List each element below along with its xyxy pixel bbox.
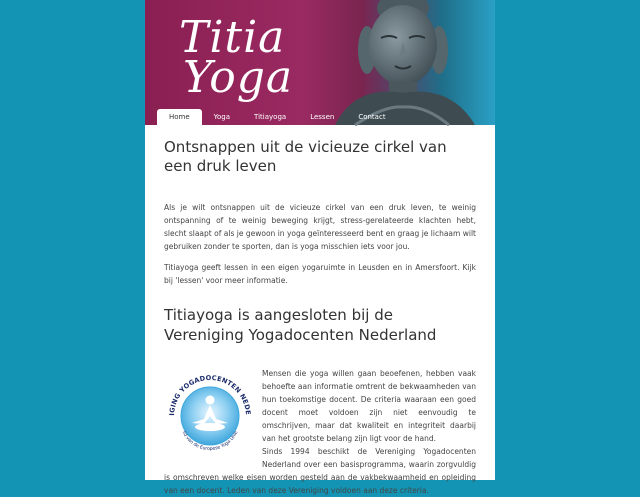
seal-bottom-text: lid van de Europese Yoga Unie [180,430,240,453]
nav-home[interactable]: Home [157,109,202,125]
heading-vereniging: Titiayoga is aangesloten bij de Vereniging Yogadocenten Nederland [164,306,437,344]
main-content [145,138,495,497]
heading-ontsnappen: Ontsnappen uit de vicieuze cirkel van een druk leven [164,138,447,175]
vyn-paragraph-1: Mensen die yoga willen gaan beoefenen, hebben vaak behoefte aan informatie omtrent de bekwaamheden van hun toekomstige docent. De criteria waaraan een goed docent moet voldoen zijn niet eenvoudig te omschrijven, maar dat kwaliteit en integriteit daarbij van het grootste belang zijn ligt voor de hand. [262,369,476,443]
buddha-statue-image [315,0,495,125]
page-container [145,0,495,495]
site-logo[interactable] [179,12,294,103]
seal-top-text: IGING YOGADOCENTEN NEDE [167,373,253,416]
main-nav [157,109,398,125]
vyn-logo-icon [164,370,256,462]
nav-yoga[interactable]: Yoga [213,113,231,121]
vyn-seal[interactable] [164,370,256,462]
logo-line1: Titia [179,12,286,63]
nav-lessen[interactable]: Lessen [310,113,335,121]
logo-line2: Yoga [183,52,294,103]
nav-contact[interactable]: Contact [358,113,386,121]
lessons-paragraph: Titiayoga geeft lessen in een eigen yogaruimte in Leusden en in Amersfoort. Kijk bij 'lessen' voor meer informatie. [164,263,476,285]
vyn-paragraph-2: Sinds 1994 beschikt de Vereniging Yogadocenten Nederland over een basisprogramma, waarin zorgvuldig is omschreven welke eisen worden gesteld aan de vakbekwaamheid en opleiding van een docent. Leden van deze Vereniging voldoen aan deze criteria. [164,447,476,495]
intro-paragraph: Als je wilt ontsnappen uit de vicieuze cirkel van een druk leven, te weinig ontspanning of te weinig beweging krijgt, stress-gerelateerde klachten hebt, slecht slaapt of als je gewoon in yoga geïnteresseerd bent en graag je lichaam wilt gebruiken zonder te sporten, dan is yoga misschien iets voor jou. [164,203,476,251]
nav-titiayoga[interactable]: Titiayoga [254,113,287,121]
site-header [145,0,495,125]
